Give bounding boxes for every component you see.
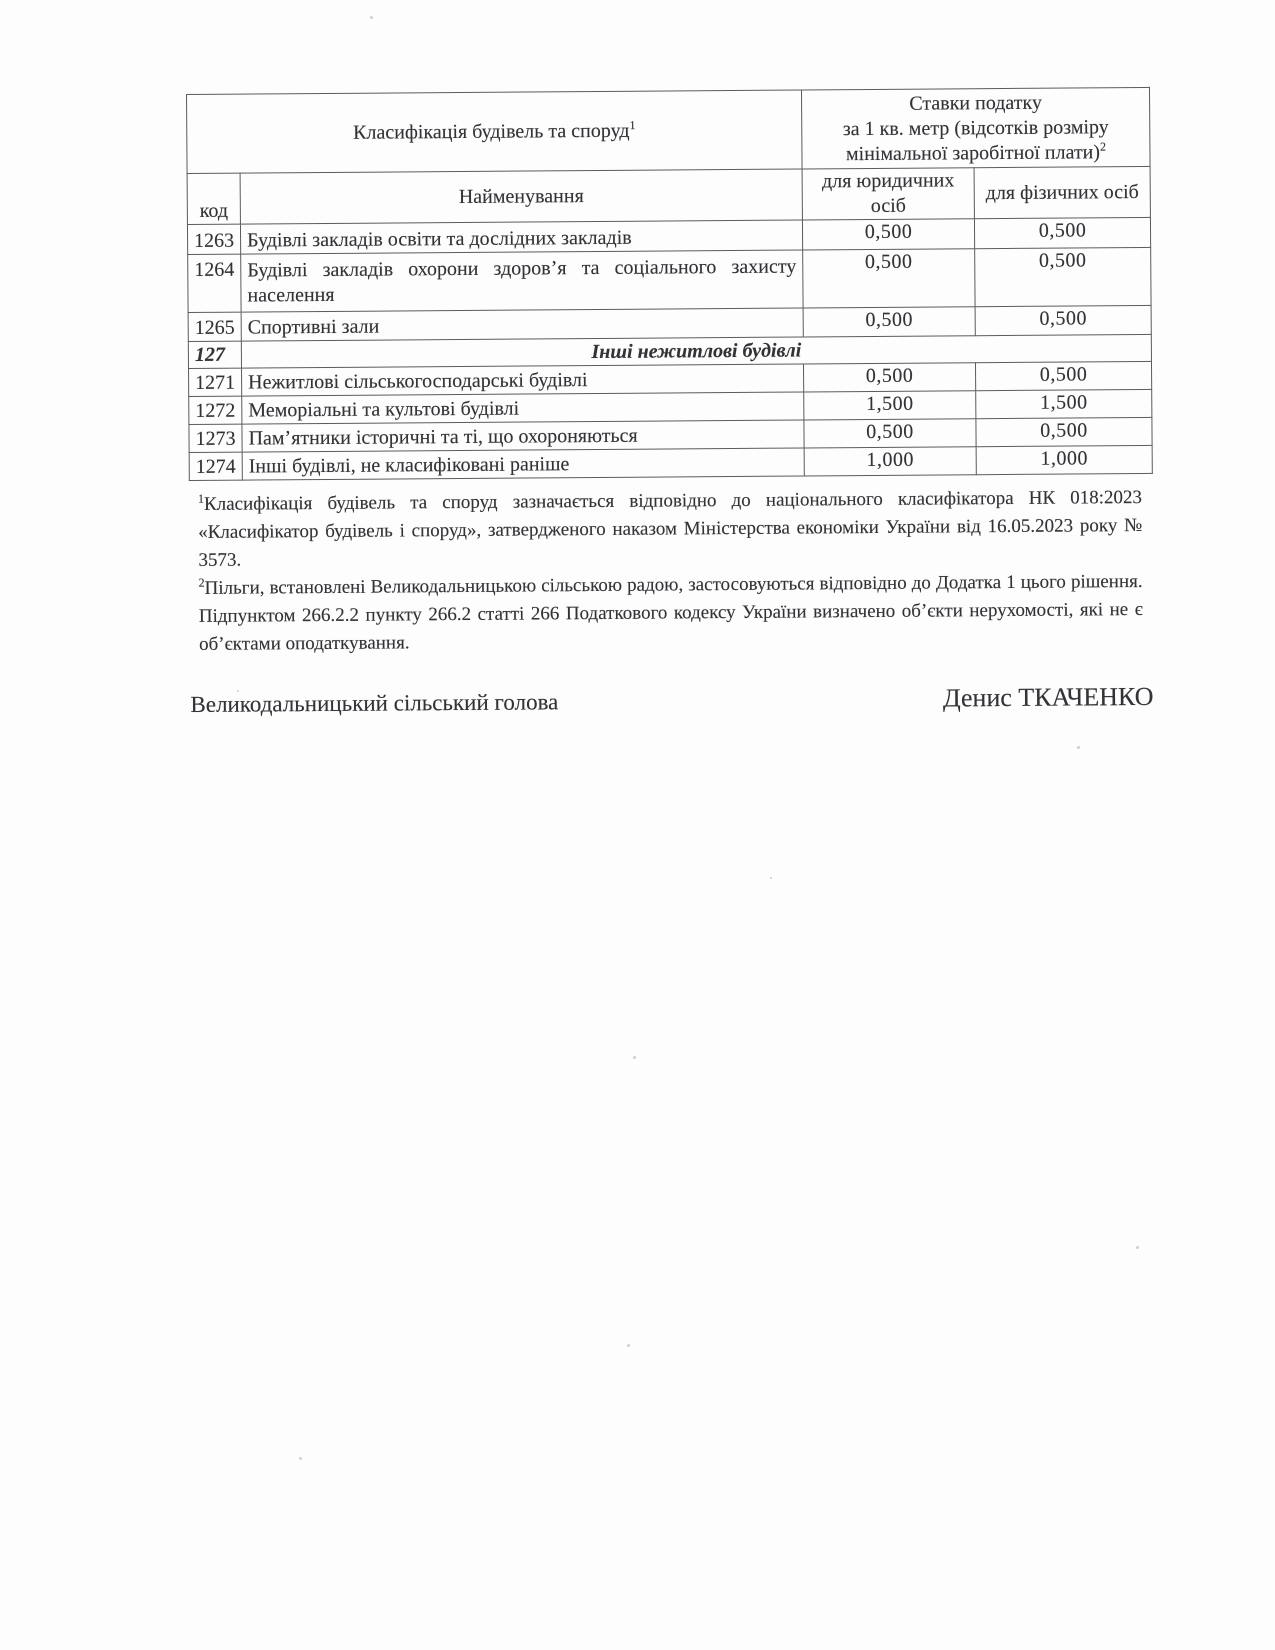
- row-code: 1265: [188, 312, 241, 341]
- row-rate-legal: 0,500: [803, 249, 975, 308]
- tax-rates-table: [186, 87, 1153, 481]
- scan-speck: [299, 1457, 302, 1460]
- table-column-header-row: [187, 166, 1150, 224]
- column-header-name: Найменування: [240, 169, 802, 224]
- classification-group-header: [187, 90, 803, 174]
- row-code: 1264: [188, 254, 241, 312]
- row-name: Будівлі закладів охорони здоров’я та соціального захисту населення: [241, 250, 803, 312]
- footnote-1-marker: 1: [197, 491, 205, 506]
- footnote-marker-1: 1: [629, 117, 636, 132]
- row-code: 1263: [187, 224, 240, 254]
- scan-speck: [1077, 746, 1080, 749]
- row-name: Меморіальні та культові будівлі: [242, 392, 804, 424]
- footnote-1: [198, 484, 1143, 575]
- footnotes-block: [189, 484, 1153, 659]
- table-row: [188, 247, 1151, 312]
- rates-header-line3: мінімальної заробітної плати)$^2$: [845, 139, 1107, 165]
- row-rate-individual: 0,500: [975, 305, 1151, 335]
- row-rate-legal: 0,500: [804, 363, 976, 392]
- row-name: Нежитлові сільськогосподарські будівлі: [242, 364, 804, 396]
- row-name: Будівлі закладів освіти та дослідних закладів: [240, 220, 802, 254]
- row-name: Спортивні зали: [241, 308, 803, 341]
- column-header-code: код: [187, 173, 240, 224]
- footnote-marker-2: 2: [1099, 139, 1107, 154]
- row-rate-individual: 1,000: [976, 445, 1152, 474]
- table-group-header-row: [187, 87, 1151, 173]
- row-rate-individual: 0,500: [976, 361, 1152, 390]
- section-code: 127: [188, 341, 241, 368]
- footnote-2-marker: 2: [198, 575, 205, 590]
- row-rate-legal: 0,500: [804, 419, 976, 448]
- section-title: Інші нежитлові будівлі: [241, 334, 1151, 368]
- document-content: [186, 87, 1154, 719]
- scan-speck: [770, 877, 772, 879]
- rates-group-header: [802, 87, 1151, 169]
- row-name: Пам’ятники історичні та ті, що охороняються: [242, 420, 804, 452]
- footnote-2-text: Пільги, встановлені Великодальницькою сільською радою, застосовуються відповідно до Додатка 1 цього рішення. Підпунктом 266.2.2 пункту 266.2 статті 266 Податкового кодексу України визначено об’єкти нерухомості, які не є об’єктами оподаткування.: [198, 571, 1143, 655]
- row-rate-legal: 0,500: [802, 219, 974, 250]
- rates-header-line2: за 1 кв. метр (відсотків розміру: [842, 115, 1109, 140]
- signature-block: [190, 682, 1153, 719]
- row-name: Інші будівлі, не класифіковані раніше: [242, 448, 804, 480]
- row-rate-legal: 0,500: [803, 307, 975, 337]
- row-rate-individual: 0,500: [976, 417, 1152, 446]
- scan-speck: [627, 1344, 630, 1347]
- signatory-title: Великодальницький сільський голова: [190, 689, 559, 717]
- row-rate-individual: 0,500: [974, 217, 1150, 248]
- row-rate-legal: 1,000: [804, 447, 976, 476]
- scan-speck: [237, 690, 239, 692]
- row-code: 1271: [189, 368, 242, 396]
- column-header-individual: для фізичних осіб: [974, 166, 1150, 218]
- scan-speck: [1136, 1246, 1139, 1249]
- rates-header-line1: Ставки податку: [909, 91, 1042, 115]
- footnote-2: [199, 568, 1144, 659]
- scan-speck: [370, 16, 373, 19]
- row-code: 1274: [189, 452, 242, 480]
- row-rate-individual: 0,500: [975, 247, 1151, 306]
- signatory-name: Денис ТКАЧЕНКО: [942, 681, 1154, 713]
- column-header-legal: для юридичних осіб: [802, 168, 974, 220]
- row-code: 1272: [189, 396, 242, 424]
- row-rate-legal: 1,500: [804, 391, 976, 420]
- footnote-1-text: Класифікація будівель та споруд зазначається відповідно до національного класифікатора НК 018:2023 «Класифікатор будівель і споруд», затвердженого наказом Міністерства економіки України від 16.05.2023 року № 3573.: [198, 487, 1143, 571]
- row-code: 1273: [189, 424, 242, 452]
- classification-group-header-text: Класифікація будівель та споруд: [353, 119, 630, 144]
- row-rate-individual: 1,500: [976, 389, 1152, 418]
- scan-speck: [633, 1056, 636, 1059]
